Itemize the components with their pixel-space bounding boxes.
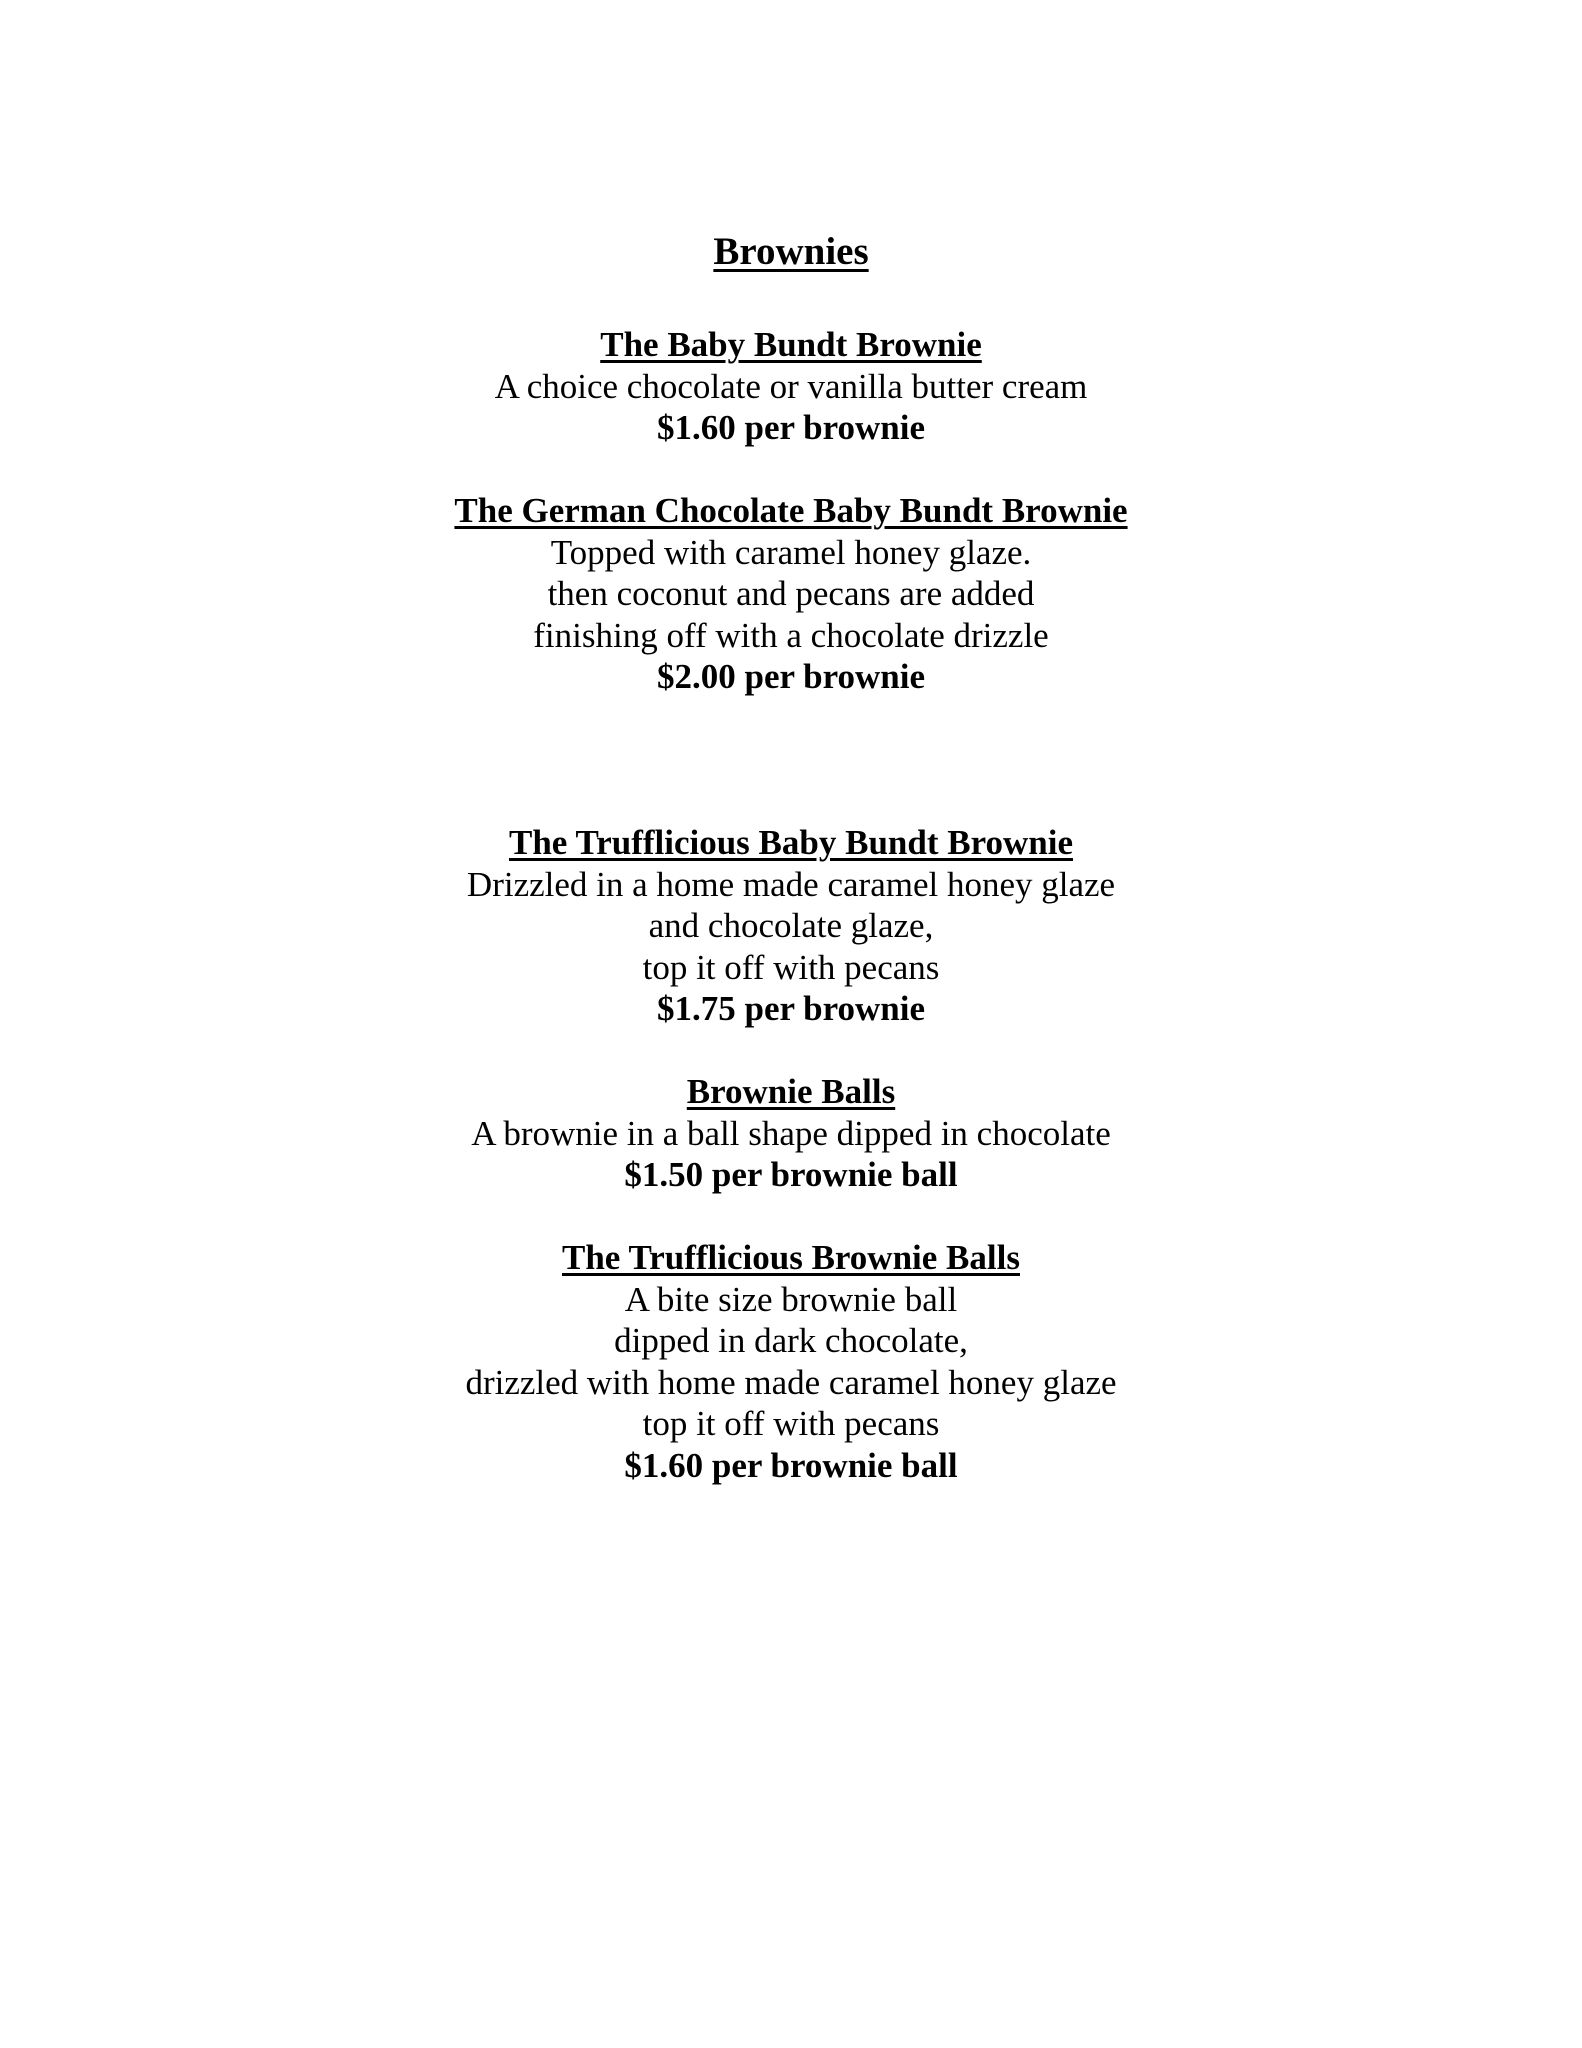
menu-item-price: $1.60 per brownie ball <box>624 1445 958 1485</box>
menu-item-german-chocolate-baby-bundt-brownie <box>0 490 1582 698</box>
menu-item-name: The Trufflicious Brownie Balls <box>562 1238 1020 1277</box>
menu-item-name: Brownie Balls <box>686 1072 896 1111</box>
menu-item-trufflicious-brownie-balls <box>0 1237 1582 1487</box>
menu-item-description-line: drizzled with home made caramel honey glaze <box>465 1362 1117 1402</box>
menu-item-description-line: A bite size brownie ball <box>624 1279 958 1319</box>
menu-item-price: $2.00 per brownie <box>656 657 926 697</box>
menu-item-description-line: and chocolate glaze, <box>648 906 934 946</box>
menu-item-name: The German Chocolate Baby Bundt Brownie <box>454 491 1128 530</box>
menu-item-brownie-balls <box>0 1071 1582 1196</box>
menu-item-description-line: top it off with pecans <box>642 947 940 987</box>
menu-item-description-line: A brownie in a ball shape dipped in chocolate <box>471 1113 1111 1153</box>
menu-item-description-line: dipped in dark chocolate, <box>614 1321 968 1361</box>
menu-item-description-line: finishing off with a chocolate drizzle <box>533 615 1049 655</box>
menu-item-description-line: A choice chocolate or vanilla butter cream <box>494 366 1088 406</box>
menu-item-description-line: Drizzled in a home made caramel honey glaze <box>466 864 1116 904</box>
menu-item-description-line: top it off with pecans <box>642 1404 940 1444</box>
menu-item-price: $1.60 per brownie <box>656 408 926 448</box>
menu-item-baby-bundt-brownie <box>0 324 1582 449</box>
menu-item-price: $1.50 per brownie ball <box>624 1155 958 1195</box>
menu-item-description-line: Topped with caramel honey glaze. <box>550 532 1032 572</box>
menu-item-name: The Trufflicious Baby Bundt Brownie <box>508 823 1074 862</box>
menu-item-name: The Baby Bundt Brownie <box>600 325 982 364</box>
page-title: Brownies <box>713 230 869 273</box>
menu-item-trufflicious-baby-bundt-brownie <box>0 822 1582 1030</box>
menu-item-price: $1.75 per brownie <box>656 989 926 1029</box>
menu-item-description-line: then coconut and pecans are added <box>547 574 1035 614</box>
